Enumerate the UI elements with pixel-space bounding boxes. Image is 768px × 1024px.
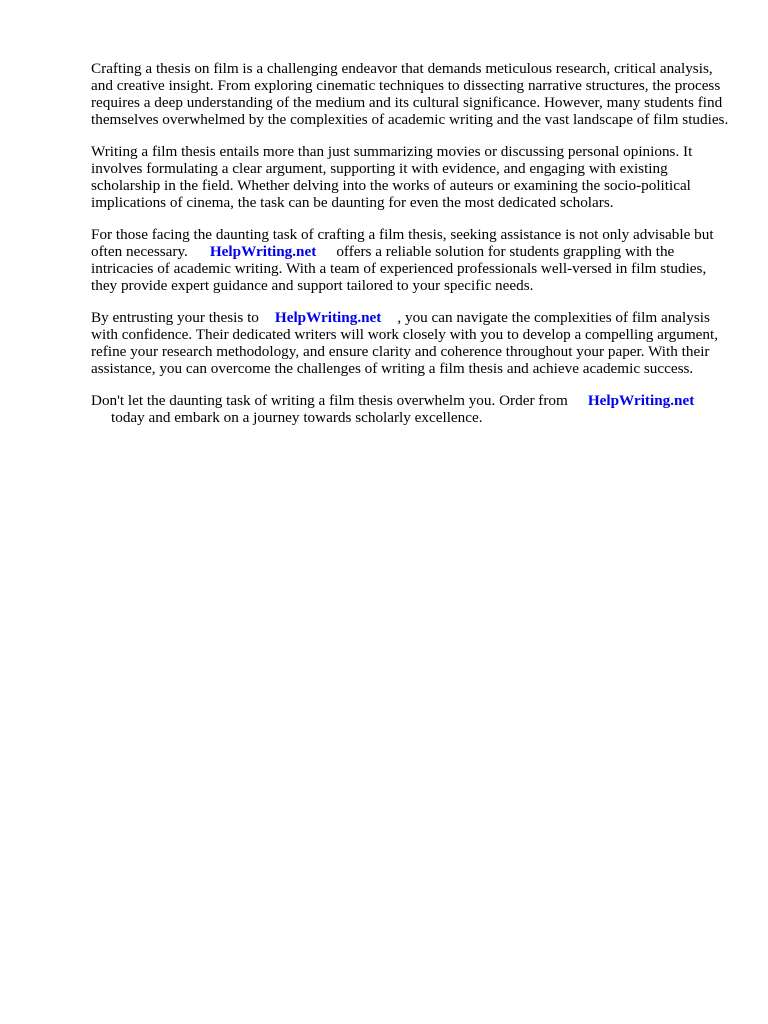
paragraph-assistance-before: For those facing the daunting task of crafting a film thesis, seeking assistance is not only advisable but often necessary.: [91, 226, 714, 260]
document-body: [91, 60, 731, 441]
helpwriting-link-1[interactable]: HelpWriting.net: [209, 243, 317, 260]
paragraph-writing-thesis-text: Writing a film thesis entails more than just summarizing movies or discussing personal opinions. It involves formulating a clear argument, supporting it with evidence, and engaging with existing scholarship in the field. Whether delving into the works of auteurs or examining the socio-political implications of cinema, the task can be daunting for even the most dedicated scholars.: [91, 143, 693, 211]
paragraph-order: [91, 392, 731, 426]
helpwriting-link-3[interactable]: HelpWriting.net: [587, 392, 695, 409]
paragraph-intro-text: Crafting a thesis on film is a challenging endeavor that demands meticulous research, critical analysis, and creative insight. From exploring cinematic techniques to dissecting narrative structures, the process requires a deep understanding of the medium and its cultural significance. However, many students find themselves overwhelmed by the complexities of academic writing and the vast landscape of film studies.: [91, 60, 729, 128]
paragraph-entrusting: [91, 309, 731, 377]
paragraph-assistance: [91, 226, 731, 294]
paragraph-order-after: today and embark on a journey towards scholarly excellence.: [111, 409, 483, 426]
paragraph-entrusting-before: By entrusting your thesis to: [91, 309, 259, 326]
paragraph-order-before: Don't let the daunting task of writing a film thesis overwhelm you. Order from: [91, 392, 568, 409]
paragraph-intro: [91, 60, 731, 128]
helpwriting-link-2[interactable]: HelpWriting.net: [274, 309, 382, 326]
paragraph-writing-thesis: [91, 143, 731, 211]
paragraph-assistance-after: offers a reliable solution for students grappling with the intricacies of academic writing. With a team of experienced professionals well-versed in film studies, they provide expert guidance and support tailored to your specific needs.: [91, 243, 707, 294]
paragraph-entrusting-after: , you can navigate the complexities of film analysis with confidence. Their dedicated writers will work closely with you to develop a compelling argument, refine your research methodology, and ensure clarity and coherence throughout your paper. With their assistance, you can overcome the challenges of writing a film thesis and achieve academic success.: [91, 309, 719, 377]
